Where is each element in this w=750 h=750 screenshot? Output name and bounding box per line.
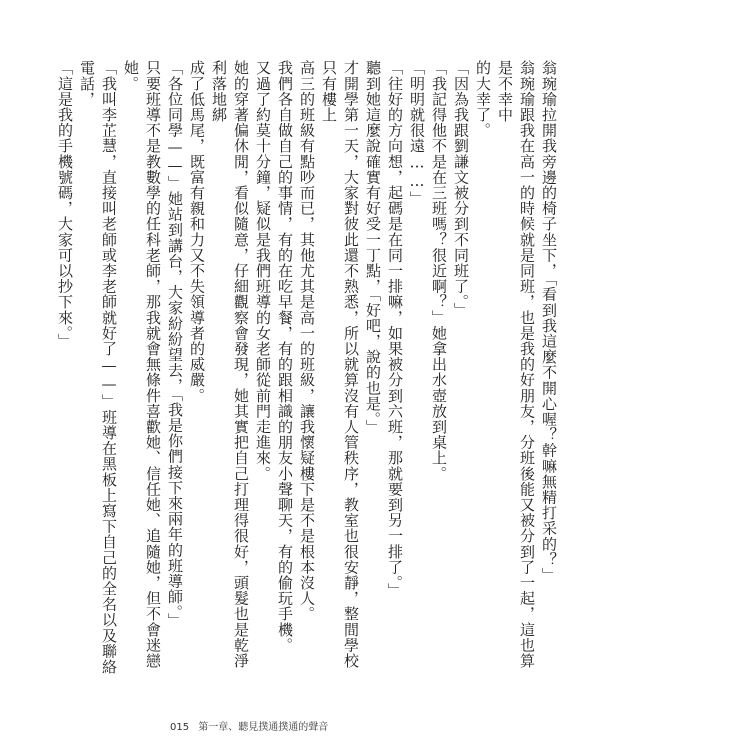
paragraph: 高三的班級有點吵而已，其他尤其是高一的班級，讓我懷疑樓下是不是根本沒人。: [298, 60, 316, 622]
paragraph: 只要班導不是教數學的任科老師，那我就會無條件喜歡她、信任她、追隨她，但不會迷戀她。: [122, 60, 162, 669]
paragraph: 「因為我跟劉謙文被分到不同班了。」: [452, 60, 470, 318]
page-footer: [170, 718, 328, 733]
paragraph: 她的穿著偏休閒，看似隨意，仔細觀察會發現，她其實把自己打理得很好，頭髮也是乾淨利落地綁: [210, 60, 250, 669]
body-text: [56, 60, 560, 680]
paragraph: 「這是我的手機號碼，大家可以抄下來。」: [56, 60, 74, 349]
paragraph: 又過了約莫十分鐘，疑似是我們班導的女老師從前門走進來。: [254, 60, 272, 482]
page-number: 015: [170, 722, 190, 733]
paragraph: 翁琬瑜拉開我旁邊的椅子坐下，「看到我這麼不開心喔？幹嘛無精打采的？」: [540, 60, 558, 583]
paragraph: 成了低馬尾，既富有親和力又不失領導者的威嚴。: [188, 60, 206, 404]
paragraph: 才開學第一天，大家對彼此還不熟悉，所以就算沒有人管秩序，教室也很安靜，整間學校只有樓上: [320, 60, 360, 669]
paragraph: 「我叫李芷慧，直接叫老師或李老師就好了——」班導在黑板上寫下自己的全名以及聯絡電話，: [78, 60, 118, 675]
paragraph: 翁琬瑜跟我在高一的時候就是同班，也是我的好朋友，分班後能又被分到了一起，這也算是不幸中: [496, 60, 536, 669]
paragraph: 「往好的方向想，起碼是在同一排嘛，如果被分到六班，那就要到另一排了。」: [386, 60, 404, 599]
chapter-title: 第一章、聽見撲通撲通的聲音: [198, 722, 329, 733]
paragraph: 聽到她這麼說確實有好受一丁點，「好吧，說的也是。」: [364, 60, 382, 435]
paragraph: 「我記得他不是在三班嗎？很近啊？」她拿出水壺放到桌上。: [430, 60, 448, 482]
paragraph: 我們各自做自己的事情，有的在吃早餐，有的跟相識的朋友小聲聊天，有的偷玩手機。: [276, 60, 294, 653]
paragraph: 「明明就很遠……」: [408, 60, 426, 207]
paragraph: 的大幸了。: [474, 60, 492, 138]
paragraph: 「各位同學——」她站到講台，大家紛紛望去，「我是你們接下來兩年的班導師。」: [166, 60, 184, 629]
